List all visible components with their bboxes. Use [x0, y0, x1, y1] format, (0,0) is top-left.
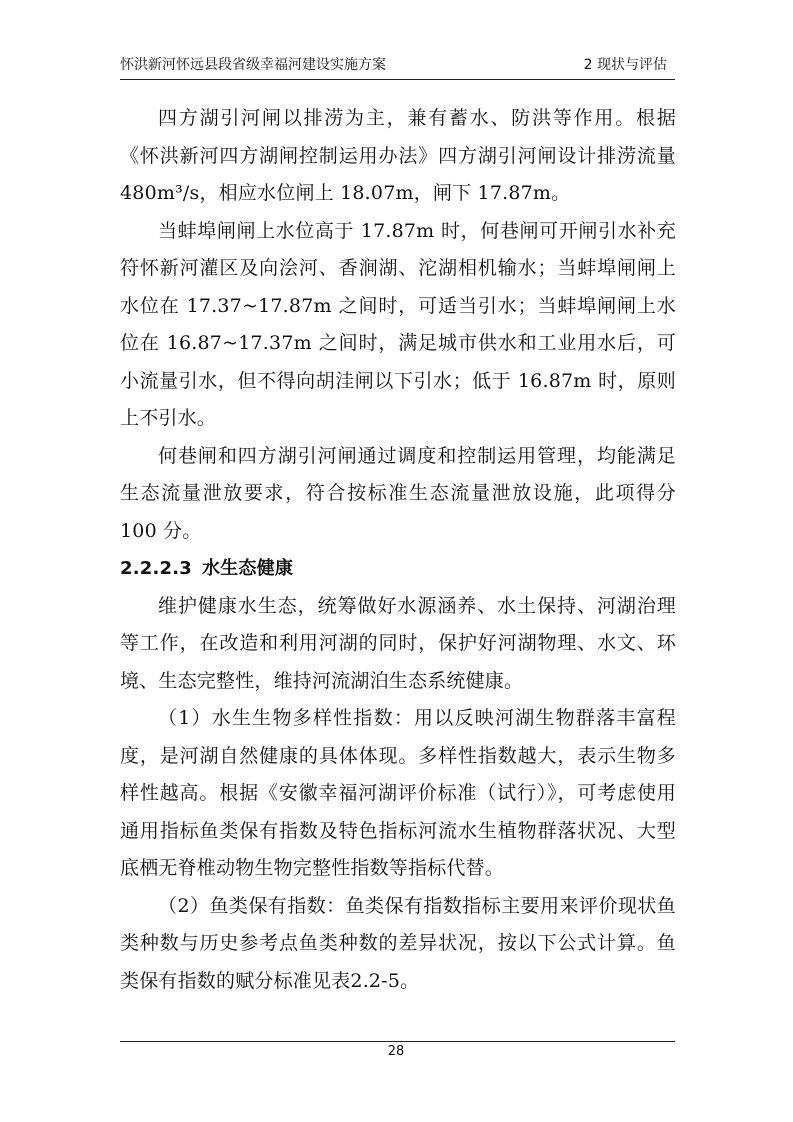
header-divider	[120, 79, 675, 80]
section-title: 水生态健康	[202, 558, 294, 579]
page-number: 28	[387, 1044, 405, 1059]
paragraph-bengbu-water-level: 当蚌埠闸闸上水位高于 17.87m 时，何巷闸可开闸引水补充符怀新河灌区及向浍河、香涧湖、沱湖相机输水；当蚌埠闸闸上水位在 17.37~17.87m 之间时，可适当引水；当蚌埠闸闸上水位在 16.87~17.37m 之间时，满足城市供水和工业用水后，可小流量引水，但不得向胡洼闸以下引水；低于 16.87m 时，原则上不引水。	[120, 219, 676, 429]
chapter-title: 2 现状与评估	[583, 57, 667, 73]
document-title: 怀洪新河怀远县段省级幸福河建设实施方案	[120, 57, 386, 73]
paragraph-biodiversity-index: （1）水生生物多样性指数：用以反映河湖生物群落丰富程度，是河湖自然健康的具体体现。多样性指数越大，表示生物多样性越高。根据《安徽幸福河湖评价标准（试行）》，可考虑使用通用指标鱼类保有指数及特色指标河流水生植物群落状况、大型底栖无脊椎动物生物完整性指数等指标代替。	[120, 707, 676, 879]
page-body	[120, 100, 676, 1000]
paragraph-fish-index: （2）鱼类保有指数：鱼类保有指数指标主要用来评价现状鱼类种数与历史参考点鱼类种数的差异状况，按以下公式计算。鱼类保有指数的赋分标准见表2.2-5。	[120, 894, 676, 992]
section-heading	[120, 550, 676, 588]
paragraph-water-ecology-intro: 维护健康水生态，统筹做好水源涵养、水土保持、河湖治理等工作，在改造和利用河湖的同时，保护好河湖物理、水文、环境、生态完整性，维持河流湖泊生态系统健康。	[120, 594, 676, 692]
paragraph-sifanghu-gate: 四方湖引河闸以排涝为主，兼有蓄水、防洪等作用。根据《怀洪新河四方湖闸控制运用办法》四方湖引河闸设计排涝流量480m³/s，相应水位闸上 18.07m，闸下 17.87m。	[120, 107, 676, 204]
page-header	[120, 52, 675, 78]
paragraph-ecological-flow-score: 何巷闸和四方湖引河闸通过调度和控制运用管理，均能满足生态流量泄放要求，符合按标准生态流量泄放设施，此项得分 100 分。	[120, 444, 676, 542]
section-number: 2.2.2.3	[120, 558, 193, 579]
